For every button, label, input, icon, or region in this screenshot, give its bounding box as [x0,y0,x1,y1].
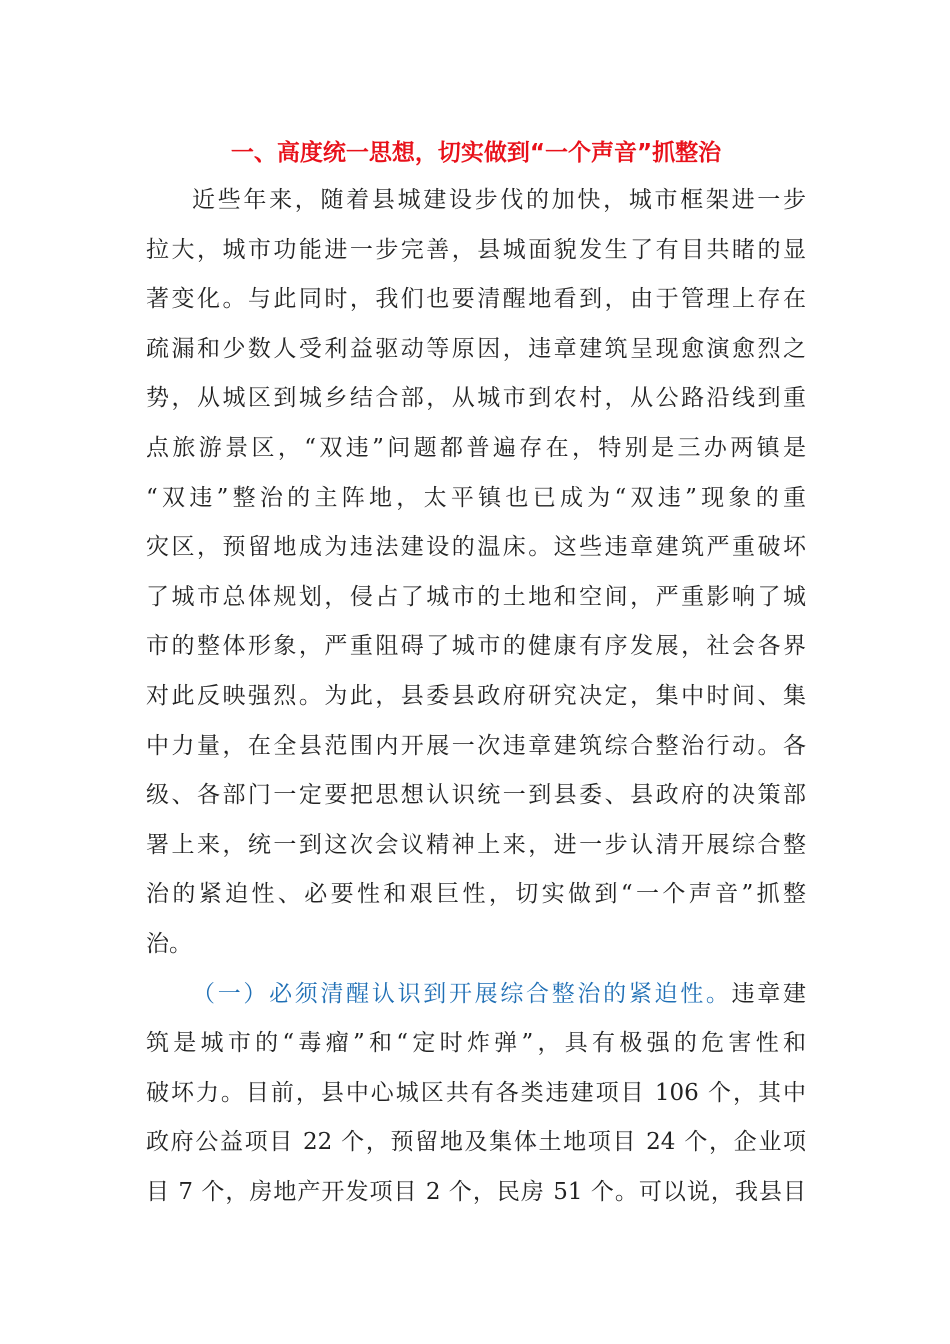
paragraph-line: 治。 [146,930,192,957]
paragraph-line: 点旅游景区，“双违”问题都普遍存在，特别是三办两镇是 [146,434,806,461]
paragraph-line: 政府公益项目 22 个，预留地及集体土地项目 24 个，企业项 [146,1129,806,1156]
section-heading: 一、高度统一思想，切实做到“一个声音”抓整治 [230,140,722,166]
paragraph-line: 治的紧迫性、必要性和艰巨性，切实做到“一个声音”抓整 [146,881,806,908]
paragraph-line: 疏漏和少数人受利益驱动等原因，违章建筑呈现愈演愈烈之 [146,335,806,362]
paragraph-line: 目 7 个，房地产开发项目 2 个，民房 51 个。可以说，我县目 [146,1178,806,1205]
paragraph-line: “双违”整治的主阵地，太平镇也已成为“双违”现象的重 [146,484,806,511]
paragraph-line [146,970,806,1020]
paragraph-text: 违章建 [731,980,807,1007]
body-text [146,176,806,1217]
paragraph-line: 级、各部门一定要把思想认识统一到县委、县政府的决策部 [146,782,806,809]
paragraph-line: 中力量，在全县范围内开展一次违章建筑综合整治行动。各 [146,732,806,759]
paragraph-line: 对此反映强烈。为此，县委县政府研究决定，集中时间、集 [146,682,806,709]
subsection-heading: （一）必须清醒认识到开展综合整治的紧迫性。 [192,980,732,1007]
paragraph-line: 灾区，预留地成为违法建设的温床。这些违章建筑严重破坏 [146,534,806,561]
paragraph-line: 拉大，城市功能进一步完善，县城面貌发生了有目共睹的显 [146,236,806,263]
paragraph-line: 著变化。与此同时，我们也要清醒地看到，由于管理上存在 [146,286,806,313]
paragraph-line: 近些年来，随着县城建设步伐的加快，城市框架进一步 [192,187,806,213]
paragraph-line: 了城市总体规划，侵占了城市的土地和空间，严重影响了城 [146,583,806,610]
paragraph-line: 势，从城区到城乡结合部，从城市到农村，从公路沿线到重 [146,385,806,412]
paragraph-line: 署上来，统一到这次会议精神上来，进一步认清开展综合整 [146,831,806,858]
paragraph-line: 筑是城市的“毒瘤”和“定时炸弹”，具有极强的危害性和 [146,1030,806,1057]
paragraph-line: 破坏力。目前，县中心城区共有各类违建项目 106 个，其中 [146,1079,806,1106]
paragraph-line: 市的整体形象，严重阻碍了城市的健康有序发展，社会各界 [146,633,806,660]
